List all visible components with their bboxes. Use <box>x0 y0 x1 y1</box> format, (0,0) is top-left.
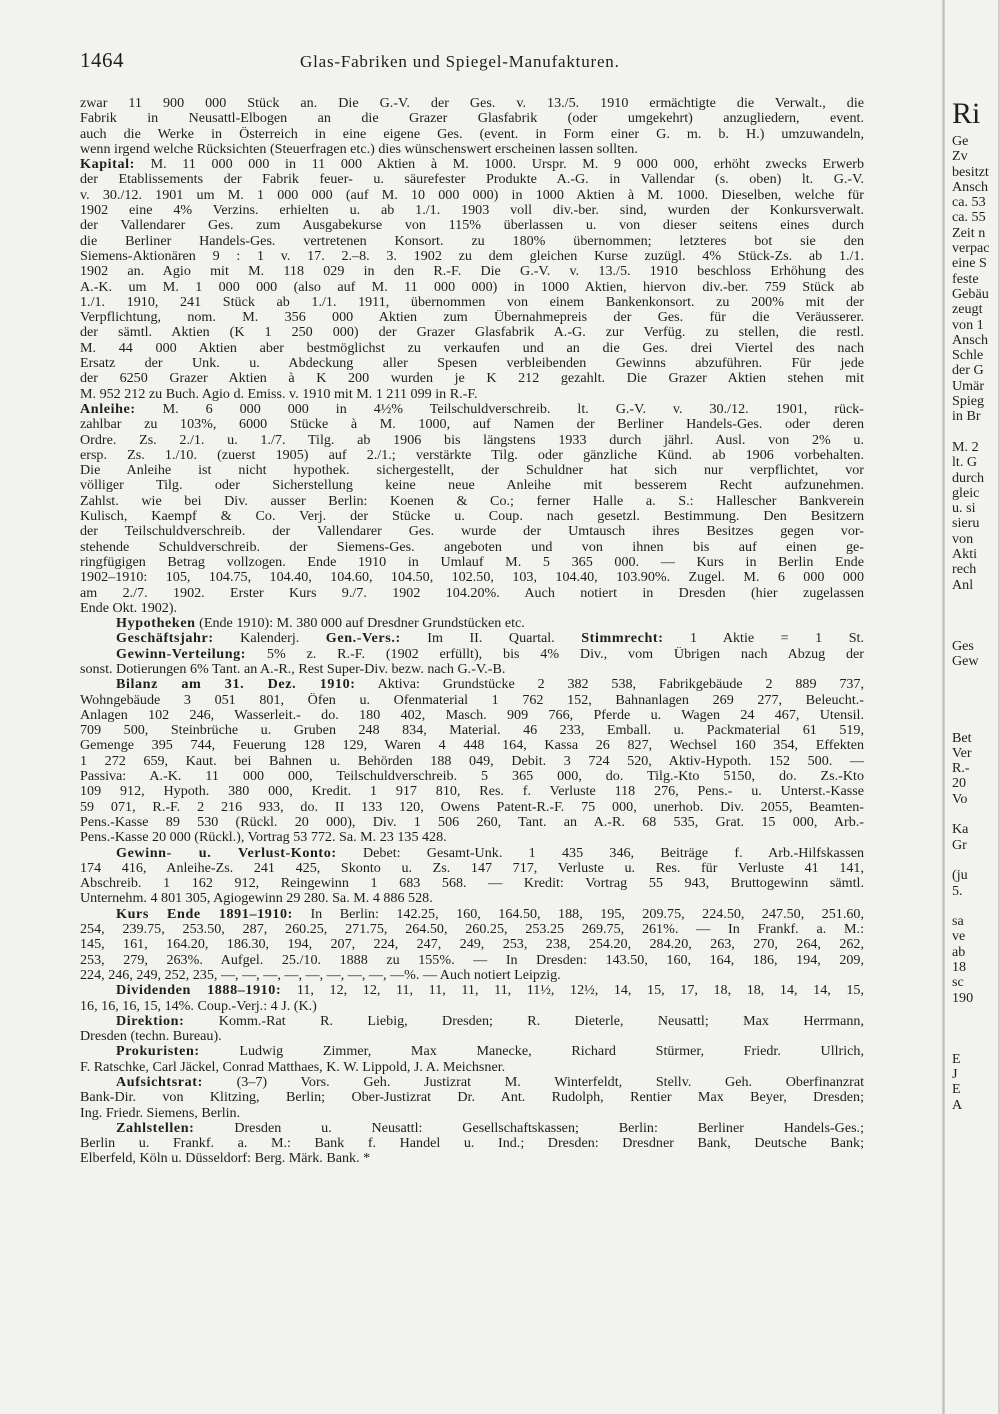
cutoff-fragment: in Br <box>952 408 981 425</box>
cutoff-fragment <box>952 669 1000 684</box>
column-gutter <box>942 0 945 1414</box>
cutoff-fragment: J <box>952 1066 958 1083</box>
text-line <box>80 448 864 463</box>
cutoff-fragment: R.- <box>952 760 970 777</box>
cutoff-fragment: Gew <box>952 653 979 670</box>
cutoff-fragment: ve <box>952 928 966 945</box>
line-text: Kulisch, Kaempf & Co. Verj. der Stücke u. Coup. nach gesetzl. Bestimmung. Den Besitzern <box>80 509 864 525</box>
line-text: Die Anleihe ist nicht hypothek. sichergestellt, der Schuldner hat sich nur verpflichtet, vor <box>80 463 864 479</box>
cutoff-fragment: (ju <box>952 867 968 884</box>
line-text: M. 6 000 000 in 4½% Teilschuldverschreib. lt. G.-V. v. 30./12. 1901, rück- <box>135 401 864 417</box>
text-line <box>80 203 864 218</box>
text-line <box>80 127 864 142</box>
entry-heading: Stimmrecht: <box>581 631 664 647</box>
entry-heading: Gen.-Vers.: <box>325 631 401 647</box>
text-line <box>80 1090 864 1105</box>
cutoff-fragment: 18 <box>952 959 967 976</box>
cutoff-fragment: Ver <box>952 744 972 761</box>
text-line <box>80 953 864 968</box>
entry-heading: Aufsichtsrat: <box>116 1075 203 1090</box>
line-text: 109 912, Hypoth. 380 000, Kredit. 1 917 810, Res. f. Verluste 118 276, Pens.- u. Unterst.-Kasse <box>80 784 864 800</box>
line-text: Dresden (techn. Bureau). <box>80 1029 222 1045</box>
cutoff-fragment <box>952 899 1000 914</box>
line-text: (Ende 1910): M. 380 000 auf Dresdner Grundstücken etc. <box>195 616 525 632</box>
text-line <box>80 907 864 922</box>
line-text: Elberfeld, Köln u. Düsseldorf: Berg. Märk. Bank. * <box>80 1151 371 1167</box>
cutoff-fragment: verpac <box>952 240 990 257</box>
cutoff-fragment: eine S <box>952 255 987 272</box>
cutoff-fragment: besitzt <box>952 163 989 180</box>
text-line <box>80 999 864 1014</box>
cutoff-fragment: 5. <box>952 882 963 899</box>
text-line <box>80 234 864 249</box>
cutoff-fragment: 20 <box>952 775 967 792</box>
cutoff-fragment: Zv <box>952 148 968 165</box>
cutoff-fragment: ca. 55 <box>952 209 986 226</box>
text-line <box>80 356 864 371</box>
text-line <box>80 310 864 325</box>
text-line <box>80 647 864 662</box>
line-text: 1 272 659, Kaut. bei Bahnen u. Behörden 188 049, Debit. 3 724 520, Aktiv-Hypoth. 152 500. — <box>80 753 864 769</box>
cutoff-fragment: M. 2 <box>952 438 979 455</box>
line-text: M. 952 212 zu Buch. Agio d. Emiss. v. 1910 mit M. 1 211 099 in R.-F. <box>80 386 478 402</box>
cutoff-fragment: Umär <box>952 377 985 394</box>
text-line <box>80 861 864 876</box>
line-text: In Berlin: 142.25, 160, 164.50, 188, 195, 209.75, 224.50, 247.50, 251.60, <box>292 906 864 922</box>
text-line <box>80 1029 864 1044</box>
line-text: Ing. Friedr. Siemens, Berlin. <box>80 1105 241 1121</box>
text-line <box>80 631 864 646</box>
line-text: F. Ratschke, Carl Jäckel, Conrad Matthaes, K. W. Lippold, J. A. Meichsner. <box>80 1059 506 1075</box>
cutoff-fragment: Gebäu <box>952 285 989 302</box>
cutoff-fragment: Ansch <box>952 178 989 195</box>
cutoff-fragment: Gr <box>952 836 967 853</box>
entry-heading: Hypotheken <box>116 616 196 632</box>
running-head: Glas-Fabriken und Spiegel-Manufakturen. <box>300 52 620 71</box>
text-line <box>80 280 864 295</box>
main-text-column <box>80 96 864 1167</box>
text-line <box>80 509 864 524</box>
cutoff-fragment: feste <box>952 270 979 287</box>
text-line <box>80 616 864 631</box>
text-line <box>80 555 864 570</box>
line-text: Debet: Gesamt-Unk. 1 435 346, Beiträge f. Arb.-Hilfskassen <box>336 845 864 861</box>
line-text: 254, 239.75, 253.50, 287, 260.25, 271.75, 264.50, 260.25, 253.25 269.75, 261%. — In Frankf. a. M.: <box>80 922 864 938</box>
cutoff-fragment: sc <box>952 974 964 991</box>
text-line <box>80 723 864 738</box>
text-line <box>80 830 864 845</box>
text-line <box>80 1044 864 1059</box>
text-line <box>80 433 864 448</box>
line-text: der 6250 Grazer Aktien à K 200 wurden je K 212 gezahlt. Die Grazer Aktien stehen mit <box>80 371 864 387</box>
cutoff-fragment: A <box>952 1096 963 1113</box>
line-text: A.-K. um M. 1 000 000 (also auf M. 11 000 000) in 1000 Aktien, hiervon div.-ber. 759 Stück ab <box>80 279 864 295</box>
cutoff-fragment: Bet <box>952 729 972 746</box>
line-text: 11, 12, 12, 11, 11, 11, 11, 11½, 12½, 14, 15, 17, 18, 18, 14, 14, 15, <box>281 983 864 999</box>
cutoff-fragment: rech <box>952 561 977 578</box>
cutoff-fragment <box>952 807 1000 822</box>
line-text: Dresden u. Neusattl: Gesellschaftskassen; Berlin: Berliner Handels-Ges.; <box>194 1120 864 1136</box>
cutoff-fragment <box>952 624 1000 639</box>
line-text: (3–7) Vors. Geh. Justizrat M. Winterfeldt, Stellv. Geh. Oberfinanzrat <box>202 1075 864 1090</box>
text-line <box>80 876 864 891</box>
cutoff-fragment <box>952 593 1000 608</box>
text-line <box>80 172 864 187</box>
line-text: 59 071, R.-F. 2 216 933, do. II 133 120, Owens Patent-R.-F. 75 000, unerhob. Div. 2055, Beamten- <box>80 799 864 815</box>
line-text: völliger Tilg. oder Sicherstellung keine neue Anleihe mit besserem Recht aufzunehmen. <box>80 478 864 494</box>
line-text: stehende Schuldverschreib. der Siemens-Ges. angeboten und von ihnen bis auf einen ge- <box>80 539 864 555</box>
text-line <box>80 738 864 753</box>
text-line <box>80 463 864 478</box>
entry-heading: Gewinn- u. Verlust-Konto: <box>116 845 337 861</box>
page-number: 1464 <box>80 48 124 72</box>
line-text: auch die Werke in Österreich in eine eigene Ges. (event. in Form einer G. m. b. H.) umzuwandeln, <box>80 126 864 142</box>
cutoff-fragment <box>952 1037 1000 1052</box>
text-line <box>80 249 864 264</box>
line-text: 16, 16, 16, 15, 14%. Coup.-Verj.: 4 J. (K.) <box>80 998 317 1014</box>
text-line <box>80 968 864 983</box>
line-text: Fabrik in Neusattl-Elbogen an die Grazer Glasfabrik (oder umgekehrt) anzugliedern, event. <box>80 111 864 127</box>
text-line <box>80 846 864 861</box>
text-line <box>80 417 864 432</box>
line-text: v. 30./12. 1901 um M. 1 000 000 (auf M. 10 000 000) in 1000 Aktien à M. 1000. Dieselben, welche für <box>80 187 864 203</box>
line-text: Siemens-Aktionären 9 : 1 v. 17. 2.–8. 3. 1902 zu dem gleichen Kurse zuzügl. 4% Stück-Zs. ab 1./1. <box>80 248 864 264</box>
text-line <box>80 1136 864 1151</box>
cutoff-fragment: gleic <box>952 484 980 501</box>
text-line <box>80 478 864 493</box>
cutoff-fragment: sa <box>952 913 964 930</box>
entry-heading: Anleihe: <box>80 401 136 417</box>
cutoff-fragment: ab <box>952 943 966 960</box>
cutoff-fragment: zeugt <box>952 301 983 318</box>
line-text: Zahlst. wie bei Div. ausser Berlin: Koenen & Co.; ferner Halle a. S.: Hallescher Bankverein <box>80 493 864 509</box>
adjacent-column-heading: Ri <box>952 97 981 130</box>
text-line <box>80 570 864 585</box>
cutoff-fragment: sieru <box>952 515 980 532</box>
cutoff-fragment: E <box>952 1050 961 1067</box>
text-line <box>80 1151 864 1166</box>
text-line <box>80 922 864 937</box>
line-text: Ludwig Zimmer, Max Manecke, Richard Stürmer, Friedr. Ullrich, <box>199 1044 864 1060</box>
entry-heading: Kurs Ende 1891–1910: <box>116 906 293 922</box>
line-text: die Berliner Handels-Ges. vertretenen Konsort. zu 180% übernommen; letzteres bot sie den <box>80 233 864 249</box>
text-line <box>80 188 864 203</box>
text-line <box>80 662 864 677</box>
line-text: sonst. Dotierungen 6% Tant. an A.-R., Rest Super-Div. bezw. nach G.-V.-B. <box>80 661 506 677</box>
text-line <box>80 96 864 111</box>
line-text: ersp. Zs. 1./10. (zuerst 1905) auf 2./1.; verstärkte Tilg. oder gänzliche Künd. ab 1906 vorbehalten. <box>80 447 864 463</box>
entry-heading: Zahlstellen: <box>116 1120 195 1136</box>
line-text: Im II. Quartal. <box>400 631 582 647</box>
entry-heading: Gewinn-Verteilung: <box>116 646 247 662</box>
cutoff-fragment: u. si <box>952 500 976 517</box>
text-line <box>80 800 864 815</box>
text-line <box>80 1121 864 1136</box>
cutoff-fragment: der G <box>952 362 984 379</box>
cutoff-fragment <box>952 700 1000 715</box>
cutoff-fragment: Schle <box>952 347 984 364</box>
text-line <box>80 601 864 616</box>
cutoff-fragment: durch <box>952 469 985 486</box>
cutoff-fragment: Anl <box>952 576 974 593</box>
cutoff-fragment <box>952 715 1000 730</box>
entry-heading: Dividenden 1888–1910: <box>116 983 282 999</box>
cutoff-fragment: Spieg <box>952 393 985 410</box>
line-text: der Etablissements der Fabrik feuer- u. säurefester Produkte A.-G. in Vallendar (s. oben) lt. G.-V. <box>80 172 864 188</box>
line-text: 5% z. R.-F. (1902 erfüllt), bis 4% Div., vom Übrigen nach Abzug der <box>246 646 864 662</box>
line-text: Anlagen 102 246, Wasserleit.- do. 180 402, Masch. 909 766, Pferde u. Wagen 24 467, Utensil. <box>80 707 864 723</box>
line-text: 1 Aktie = 1 St. <box>663 631 864 647</box>
cutoff-fragment <box>952 685 1000 700</box>
text-line <box>80 708 864 723</box>
entry-heading: Geschäftsjahr: <box>116 631 214 647</box>
entry-heading: Bilanz am 31. Dez. 1910: <box>116 677 356 693</box>
cutoff-fragment: Akti <box>952 546 978 563</box>
line-text: Abschreib. 1 162 912, Reingewinn 1 683 568. — Kredit: Vortrag 55 943, Bruttogewinn sämtl. <box>80 876 864 892</box>
line-text: 1902 an. Agio mit M. 118 029 in den R.-F. Die G.-V. v. 13./5. 1910 beschloss Erhöhung des <box>80 264 864 280</box>
cutoff-fragment: Ges <box>952 637 974 654</box>
line-text: Komm.-Rat R. Liebig, Dresden; R. Dieterle, Neusattl; Max Herrmann, <box>184 1013 864 1029</box>
line-text: M. 11 000 000 in 11 000 Aktien à M. 1000. Urspr. M. 9 000 000, erhöht zwecks Erwerb <box>134 157 864 173</box>
adjacent-column-cutoff <box>952 96 1000 1113</box>
cutoff-fragment <box>952 425 1000 440</box>
text-line <box>80 540 864 555</box>
cutoff-fragment <box>952 853 1000 868</box>
text-line <box>80 325 864 340</box>
line-text: zwar 11 900 000 Stück an. Die G.-V. der Ges. v. 13./5. 1910 ermächtigte die Verwalt., die <box>80 96 864 111</box>
text-line <box>80 815 864 830</box>
line-text: Unternehm. 4 801 305, Agiogewinn 29 280. Sa. M. 4 886 528. <box>80 891 433 907</box>
text-line <box>80 524 864 539</box>
text-line <box>80 586 864 601</box>
line-text: der Teilschuldverschreib. der Vallendarer Ges. wurde der Umtausch ihres Besitzes gegen vor- <box>80 524 864 540</box>
cutoff-fragment: von <box>952 530 974 547</box>
line-text: Ordre. Zs. 2./1. u. 1./7. Tilg. ab 1906 bis längstens 1933 durch jährl. Ausl. von 2% u. <box>80 432 864 448</box>
cutoff-fragment: Ka <box>952 821 969 838</box>
cutoff-fragment: 190 <box>952 989 974 1006</box>
line-text: Passiva: A.-K. 11 000 000, Teilschuldverschreib. 5 365 000, do. Tilg.-Kto 5150, do. Zs.-Kto <box>80 769 864 785</box>
line-text: 224, 246, 249, 252, 235, —, —, —, —, —, —, —, —, —%. — Auch notiert Leipzig. <box>80 967 561 983</box>
text-line <box>80 1106 864 1121</box>
line-text: Berlin u. Frankf. a. M.: Bank f. Handel u. Ind.; Dresden: Dresdner Bank, Deutsche Bank; <box>80 1136 864 1152</box>
line-text: 1902 eine 4% Verzins. erhielten u. ab 1./1. 1903 voll div.-ber. sind, wurden der Konkursverwalt. <box>80 203 864 219</box>
cutoff-fragment: lt. G <box>952 454 978 471</box>
text-line <box>80 142 864 157</box>
line-text: Gemenge 395 744, Feuerung 128 129, Waren 4 448 164, Kassa 26 827, Wechsel 160 354, Effekten <box>80 738 864 754</box>
text-line <box>80 341 864 356</box>
entry-heading: Direktion: <box>116 1013 185 1029</box>
line-text: Bank-Dir. von Klitzing, Berlin; Ober-Justizrat Dr. Ant. Rudolph, Rentier Max Beyer, Dresden; <box>80 1090 864 1106</box>
line-text: Pens.-Kasse 89 530 (Rückl. 20 000), Div. 1 506 260, Tant. an A.-R. 68 535, Grat. 15 000, Arb.- <box>80 814 864 830</box>
entry-heading: Kapital: <box>80 157 135 173</box>
text-line <box>80 983 864 998</box>
text-line <box>80 402 864 417</box>
text-line <box>80 157 864 172</box>
line-text: Ende Okt. 1902). <box>80 600 178 616</box>
text-line <box>80 891 864 906</box>
text-line <box>80 387 864 402</box>
line-text: 1./1. 1910, 241 Stück ab 1./1. 1911, übernommen von einem Bankenkonsort. zu 200% mit der <box>80 294 864 310</box>
text-line <box>80 754 864 769</box>
text-line <box>80 1014 864 1029</box>
text-line <box>80 494 864 509</box>
line-text: 709 500, Steinbrüche u. Gruben 248 834, Material. 46 233, Emball. u. Packmaterial 61 519, <box>80 723 864 739</box>
line-text: am 2./7. 1902. Erster Kurs 9./7. 1902 104.20%. Auch notiert in Dresden (hier zugelassen <box>80 585 864 601</box>
text-line <box>80 111 864 126</box>
text-line <box>80 677 864 692</box>
line-text: 253, 279, 263%. Aufgel. 25./10. 1888 zu 155%. — In Dresden: 143.50, 160, 164, 186, 194, 209, <box>80 952 864 968</box>
text-line <box>80 295 864 310</box>
line-text: Wohngebäude 3 051 801, Öfen u. Ofenmaterial 1 762 152, Bahnanlagen 269 277, Beleucht.- <box>80 692 864 708</box>
text-line <box>80 218 864 233</box>
text-line <box>80 937 864 952</box>
text-line <box>80 1075 864 1090</box>
entry-heading: Prokuristen: <box>116 1044 200 1060</box>
line-text: Ersatz der Unk. u. Abdeckung aller Spesen verbleibenden Gewinns abzuführen. Für jede <box>80 356 864 372</box>
line-text: 174 416, Anleihe-Zs. 241 425, Skonto u. Zs. 147 717, Verluste u. Res. für Verluste 41 141, <box>80 860 864 876</box>
text-line <box>80 264 864 279</box>
line-text: der sämtl. Aktien (K 1 250 000) der Grazer Glasfabrik A.-G. zur Verfüg. zu stellen, die restl. <box>80 325 864 341</box>
line-text: 145, 161, 164.20, 186.30, 194, 207, 224, 247, 249, 253, 238, 254.20, 284.20, 263, 270, 264, 262, <box>80 937 864 953</box>
line-text: Aktiva: Grundstücke 2 382 538, Fabrikgebäude 2 889 737, <box>355 677 864 693</box>
line-text: Pens.-Kasse 20 000 (Rückl.), Vortrag 53 772. Sa. M. 23 135 428. <box>80 830 447 846</box>
cutoff-fragment <box>952 1021 1000 1036</box>
cutoff-fragment: Ansch <box>952 331 989 348</box>
cutoff-fragment: Vo <box>952 790 968 807</box>
text-line <box>80 371 864 386</box>
cutoff-fragment: E <box>952 1081 961 1098</box>
line-text: 1902–1910: 105, 104.75, 104.40, 104.60, 104.50, 102.50, 103, 104.40, 103.90%. Zugel. M. 6 000 000 <box>80 570 864 586</box>
line-text: Kalenderj. <box>213 631 326 647</box>
text-line <box>80 1060 864 1075</box>
line-text: wenn irgend welche Rücksichten (Steuerfragen etc.) dies wünschenswert erscheinen lassen sollten. <box>80 141 638 157</box>
line-text: M. 44 000 Aktien aber bestmöglichst zu verkaufen und an die Ges. drei Viertel des nach <box>80 340 864 356</box>
text-line <box>80 693 864 708</box>
cutoff-fragment: von 1 <box>952 316 984 333</box>
line-text: Verpflichtung, nom. M. 356 000 Aktien zum Übernahmepreis der Ges. für die Veräusserer. <box>80 310 864 326</box>
line-text: der Vallendarer Ges. zum Ausgabekurse von 115% überlassen u. von dieser seitens eines durch <box>80 218 864 234</box>
line-text: zahlbar zu 103%, 6000 Stücke à M. 1000, auf Namen der Berliner Handels-Ges. oder deren <box>80 417 864 433</box>
text-line <box>80 769 864 784</box>
cutoff-fragment <box>952 1006 1000 1021</box>
cutoff-fragment: Zeit n <box>952 224 986 241</box>
cutoff-fragment <box>952 608 1000 623</box>
line-text: ringfügigen Betrag vollzogen. Ende 1910 in Umlauf M. 5 365 000. — Kurs in Berlin Ende <box>80 554 864 570</box>
text-line <box>80 784 864 799</box>
cutoff-fragment: ca. 53 <box>952 194 986 211</box>
cutoff-fragment: Ge <box>952 133 969 149</box>
